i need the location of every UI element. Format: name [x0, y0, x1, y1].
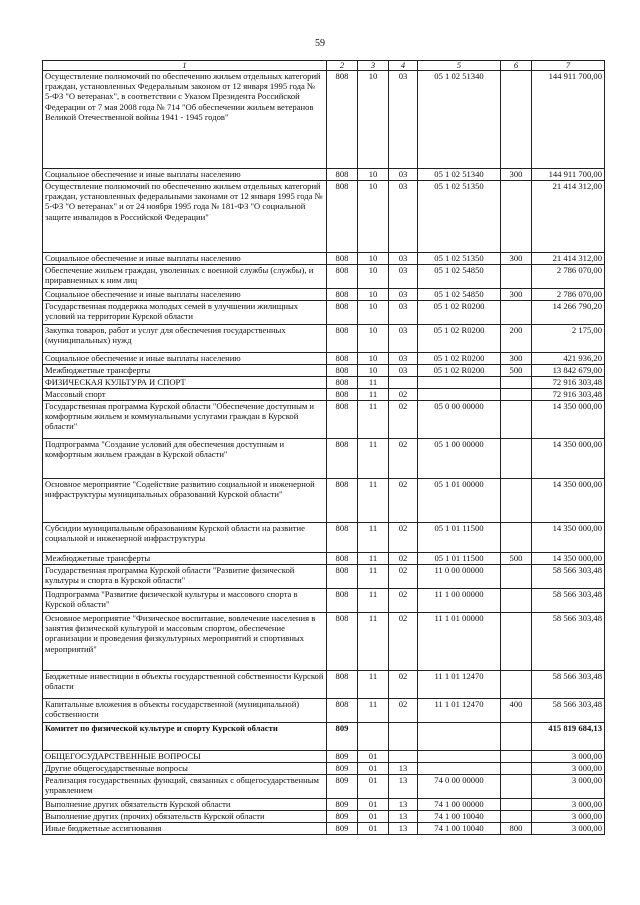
- amount: 14 350 000,00: [532, 401, 605, 439]
- header-col-7: 7: [532, 61, 605, 71]
- amount: 58 566 303,48: [532, 671, 605, 699]
- subsection-code: 03: [389, 181, 418, 253]
- header-col-3: 3: [358, 61, 389, 71]
- ministry-code: 808: [327, 553, 358, 565]
- item-name: Субсидии муниципальным образованиям Курской области на развитие социальной и инженерной инфраструктуры: [43, 523, 327, 553]
- target-article-code: [418, 763, 501, 775]
- table-row: [43, 401, 605, 439]
- table-row: [43, 301, 605, 325]
- expense-type-code: [501, 723, 532, 751]
- amount: 421 936,20: [532, 353, 605, 365]
- section-code: 11: [358, 553, 389, 565]
- amount: 14 350 000,00: [532, 439, 605, 479]
- target-article-code: 74 0 00 00000: [418, 775, 501, 799]
- table-row: [43, 589, 605, 613]
- subsection-code: 03: [389, 265, 418, 289]
- expense-type-code: [501, 265, 532, 289]
- expense-type-code: [501, 439, 532, 479]
- table-row: [43, 775, 605, 799]
- subsection-code: 03: [389, 169, 418, 181]
- item-name: Социальное обеспечение и иные выплаты населению: [43, 169, 327, 181]
- ministry-code: 809: [327, 799, 358, 811]
- target-article-code: 05 1 02 51350: [418, 181, 501, 253]
- expense-type-code: [501, 181, 532, 253]
- expense-type-code: [501, 671, 532, 699]
- section-code: 11: [358, 613, 389, 671]
- ministry-code: 808: [327, 565, 358, 589]
- item-name: Осуществление полномочий по обеспечению жильем отдельных категорий граждан, установленных федеральными законами от 12 января 1995 года № 5-ФЗ "О ветеранах" и от 24 ноября 1995 года № 181-ФЗ "О социальной защите инвалидов в Российской Федерации": [43, 181, 327, 253]
- section-code: 11: [358, 439, 389, 479]
- section-code: 10: [358, 71, 389, 169]
- expense-type-code: [501, 589, 532, 613]
- section-code: 10: [358, 253, 389, 265]
- section-code: 11: [358, 389, 389, 401]
- amount: 3 000,00: [532, 751, 605, 763]
- ministry-code: 808: [327, 613, 358, 671]
- table-row: [43, 823, 605, 835]
- subsection-code: 02: [389, 671, 418, 699]
- table-row: [43, 169, 605, 181]
- ministry-code: 808: [327, 671, 358, 699]
- item-name: ФИЗИЧЕСКАЯ КУЛЬТУРА И СПОРТ: [43, 377, 327, 389]
- ministry-code: 808: [327, 265, 358, 289]
- subsection-code: 02: [389, 613, 418, 671]
- target-article-code: 11 1 01 12470: [418, 699, 501, 723]
- table-row: [43, 763, 605, 775]
- amount: 58 566 303,48: [532, 565, 605, 589]
- table-body: [43, 71, 605, 835]
- section-code: 10: [358, 169, 389, 181]
- amount: 2 786 070,00: [532, 265, 605, 289]
- header-col-1: 1: [43, 61, 327, 71]
- header-col-4: 4: [389, 61, 418, 71]
- item-name: Закупка товаров, работ и услуг для обеспечения государственных (муниципальных) нужд: [43, 325, 327, 353]
- item-name: Бюджетные инвестиции в объекты государственной собственности Курской области: [43, 671, 327, 699]
- item-name: Социальное обеспечение и иные выплаты населению: [43, 289, 327, 301]
- section-code: 11: [358, 479, 389, 523]
- target-article-code: 11 1 01 12470: [418, 671, 501, 699]
- target-article-code: 05 1 02 51350: [418, 253, 501, 265]
- ministry-code: 808: [327, 71, 358, 169]
- table-row: [43, 181, 605, 253]
- target-article-code: 05 1 01 11500: [418, 553, 501, 565]
- item-name: Подпрограмма "Создание условий для обеспечения доступным и комфортным жильем граждан в Курской области": [43, 439, 327, 479]
- target-article-code: 11 0 00 00000: [418, 565, 501, 589]
- expense-type-code: 300: [501, 169, 532, 181]
- ministry-code: 809: [327, 775, 358, 799]
- item-name: Государственная программа Курской области "Развитие физической культуры и спорта в Курской области": [43, 565, 327, 589]
- amount: 415 819 684,13: [532, 723, 605, 751]
- amount: 14 350 000,00: [532, 523, 605, 553]
- ministry-code: 809: [327, 811, 358, 823]
- ministry-code: 808: [327, 377, 358, 389]
- table-row: [43, 811, 605, 823]
- amount: 21 414 312,00: [532, 181, 605, 253]
- target-article-code: [418, 377, 501, 389]
- table-row: [43, 439, 605, 479]
- item-name: Другие общегосударственные вопросы: [43, 763, 327, 775]
- item-name: Межбюджетные трансферты: [43, 553, 327, 565]
- section-code: 10: [358, 325, 389, 353]
- section-code: 11: [358, 565, 389, 589]
- target-article-code: 74 1 00 00000: [418, 799, 501, 811]
- target-article-code: 05 1 02 R0200: [418, 325, 501, 353]
- table-row: [43, 553, 605, 565]
- ministry-code: 809: [327, 763, 358, 775]
- amount: 21 414 312,00: [532, 253, 605, 265]
- amount: 72 916 303,48: [532, 389, 605, 401]
- header-row: [43, 61, 605, 71]
- table-header: [43, 61, 605, 71]
- target-article-code: 05 1 02 51340: [418, 169, 501, 181]
- expense-type-code: [501, 377, 532, 389]
- amount: 58 566 303,48: [532, 589, 605, 613]
- table-row: [43, 253, 605, 265]
- amount: 144 911 700,00: [532, 71, 605, 169]
- ministry-code: 808: [327, 699, 358, 723]
- expense-type-code: 200: [501, 325, 532, 353]
- expense-type-code: 300: [501, 289, 532, 301]
- subsection-code: 13: [389, 763, 418, 775]
- target-article-code: 05 1 02 54850: [418, 289, 501, 301]
- expense-type-code: 300: [501, 353, 532, 365]
- target-article-code: 05 1 00 00000: [418, 439, 501, 479]
- subsection-code: [389, 377, 418, 389]
- target-article-code: 05 1 02 R0200: [418, 353, 501, 365]
- table-row: [43, 325, 605, 353]
- expense-type-code: [501, 301, 532, 325]
- table-row: [43, 523, 605, 553]
- amount: 2 786 070,00: [532, 289, 605, 301]
- item-name: Комитет по физической культуре и спорту Курской области: [43, 723, 327, 751]
- item-name: Межбюджетные трансферты: [43, 365, 327, 377]
- table-row: [43, 353, 605, 365]
- section-code: 01: [358, 763, 389, 775]
- item-name: Социальное обеспечение и иные выплаты населению: [43, 253, 327, 265]
- subsection-code: 03: [389, 325, 418, 353]
- target-article-code: 05 1 02 51340: [418, 71, 501, 169]
- section-code: 01: [358, 751, 389, 763]
- table-row: [43, 699, 605, 723]
- target-article-code: 05 1 02 R0200: [418, 365, 501, 377]
- table-row: [43, 377, 605, 389]
- amount: 14 266 790,20: [532, 301, 605, 325]
- ministry-code: 809: [327, 751, 358, 763]
- subsection-code: 02: [389, 553, 418, 565]
- header-col-2: 2: [327, 61, 358, 71]
- section-code: 11: [358, 699, 389, 723]
- section-code: 11: [358, 671, 389, 699]
- expense-type-code: [501, 71, 532, 169]
- header-col-5: 5: [418, 61, 501, 71]
- expense-type-code: [501, 775, 532, 799]
- ministry-code: 808: [327, 301, 358, 325]
- expense-type-code: [501, 401, 532, 439]
- expense-type-code: [501, 613, 532, 671]
- subsection-code: 02: [389, 439, 418, 479]
- subsection-code: 13: [389, 811, 418, 823]
- expense-type-code: 800: [501, 823, 532, 835]
- subsection-code: 02: [389, 401, 418, 439]
- amount: 144 911 700,00: [532, 169, 605, 181]
- subsection-code: 03: [389, 301, 418, 325]
- subsection-code: 13: [389, 799, 418, 811]
- table-row: [43, 479, 605, 523]
- item-name: Массовый спорт: [43, 389, 327, 401]
- section-code: [358, 723, 389, 751]
- amount: 14 350 000,00: [532, 479, 605, 523]
- amount: 2 175,00: [532, 325, 605, 353]
- amount: 72 916 303,48: [532, 377, 605, 389]
- target-article-code: 74 1 00 10040: [418, 823, 501, 835]
- expense-type-code: 500: [501, 553, 532, 565]
- ministry-code: 808: [327, 289, 358, 301]
- item-name: Реализация государственных функций, связанных с общегосударственным управлением: [43, 775, 327, 799]
- amount: 3 000,00: [532, 775, 605, 799]
- target-article-code: 74 1 00 10040: [418, 811, 501, 823]
- section-code: 01: [358, 775, 389, 799]
- target-article-code: 11 1 01 00000: [418, 613, 501, 671]
- section-code: 10: [358, 353, 389, 365]
- target-article-code: [418, 751, 501, 763]
- table-row: [43, 565, 605, 589]
- item-name: ОБЩЕГОСУДАРСТВЕННЫЕ ВОПРОСЫ: [43, 751, 327, 763]
- section-code: 10: [358, 365, 389, 377]
- amount: 3 000,00: [532, 799, 605, 811]
- ministry-code: 808: [327, 253, 358, 265]
- target-article-code: [418, 723, 501, 751]
- item-name: Осуществление полномочий по обеспечению жильем отдельных категорий граждан, установленных Федеральным законом от 12 января 1995 года № 5-ФЗ "О ветеранах", в соответствии с Указом Президента Российской Федерации от 7 мая 2008 года № 714 "Об обеспечении жильем ветеранов Великой Отечественной войны 1941 - 1945 годов": [43, 71, 327, 169]
- section-code: 11: [358, 401, 389, 439]
- amount: 14 350 000,00: [532, 553, 605, 565]
- item-name: Выполнение других обязательств Курской области: [43, 799, 327, 811]
- expense-type-code: [501, 799, 532, 811]
- item-name: Выполнение других (прочих) обязательств Курской области: [43, 811, 327, 823]
- amount: 58 566 303,48: [532, 613, 605, 671]
- ministry-code: 809: [327, 723, 358, 751]
- expense-type-code: [501, 811, 532, 823]
- section-code: 11: [358, 523, 389, 553]
- table-row: [43, 389, 605, 401]
- amount: 3 000,00: [532, 811, 605, 823]
- ministry-code: 808: [327, 365, 358, 377]
- item-name: Государственная программа Курской области "Обеспечение доступным и комфортным жильем и коммунальными услугами граждан в Курской области": [43, 401, 327, 439]
- section-code: 11: [358, 589, 389, 613]
- ministry-code: 808: [327, 401, 358, 439]
- item-name: Основное мероприятие "Содействие развитию социальной и инженерной инфраструктуры муниципальных образований Курской области": [43, 479, 327, 523]
- ministry-code: 808: [327, 169, 358, 181]
- section-code: 10: [358, 301, 389, 325]
- section-code: 01: [358, 811, 389, 823]
- section-code: 01: [358, 823, 389, 835]
- table-row: [43, 71, 605, 169]
- subsection-code: [389, 751, 418, 763]
- target-article-code: 05 1 01 00000: [418, 479, 501, 523]
- ministry-code: 808: [327, 439, 358, 479]
- expense-type-code: [501, 763, 532, 775]
- ministry-code: 808: [327, 523, 358, 553]
- table-row: [43, 613, 605, 671]
- target-article-code: 05 0 00 00000: [418, 401, 501, 439]
- amount: 3 000,00: [532, 763, 605, 775]
- section-code: 11: [358, 377, 389, 389]
- subsection-code: 03: [389, 365, 418, 377]
- expense-type-code: 500: [501, 365, 532, 377]
- section-code: 10: [358, 289, 389, 301]
- ministry-code: 808: [327, 353, 358, 365]
- subsection-code: 02: [389, 699, 418, 723]
- item-name: Иные бюджетные ассигнования: [43, 823, 327, 835]
- expense-type-code: 400: [501, 699, 532, 723]
- target-article-code: 05 1 02 54850: [418, 265, 501, 289]
- section-code: 10: [358, 181, 389, 253]
- item-name: Подпрограмма "Развитие физической культуры и массового спорта в Курской области": [43, 589, 327, 613]
- target-article-code: 11 1 00 00000: [418, 589, 501, 613]
- ministry-code: 808: [327, 181, 358, 253]
- subsection-code: 13: [389, 823, 418, 835]
- expense-type-code: [501, 565, 532, 589]
- amount: 3 000,00: [532, 823, 605, 835]
- expense-type-code: [501, 523, 532, 553]
- table-row: [43, 671, 605, 699]
- table-row: [43, 723, 605, 751]
- subsection-code: 03: [389, 253, 418, 265]
- amount: 13 842 679,00: [532, 365, 605, 377]
- table-row: [43, 751, 605, 763]
- section-code: 01: [358, 799, 389, 811]
- expense-type-code: 300: [501, 253, 532, 265]
- subsection-code: 02: [389, 589, 418, 613]
- section-code: 10: [358, 265, 389, 289]
- item-name: Обеспечение жильем граждан, уволенных с военной службы (службы), и приравненных к ним лиц: [43, 265, 327, 289]
- ministry-code: 808: [327, 589, 358, 613]
- budget-table: [42, 60, 605, 835]
- table-row: [43, 799, 605, 811]
- ministry-code: 808: [327, 479, 358, 523]
- table-row: [43, 365, 605, 377]
- subsection-code: 02: [389, 389, 418, 401]
- amount: 58 566 303,48: [532, 699, 605, 723]
- subsection-code: [389, 723, 418, 751]
- subsection-code: 02: [389, 479, 418, 523]
- subsection-code: 02: [389, 565, 418, 589]
- target-article-code: 05 1 01 11500: [418, 523, 501, 553]
- item-name: Капитальные вложения в объекты государственной (муниципальной) собственности: [43, 699, 327, 723]
- table-row: [43, 289, 605, 301]
- header-col-6: 6: [501, 61, 532, 71]
- ministry-code: 808: [327, 325, 358, 353]
- expense-type-code: [501, 751, 532, 763]
- subsection-code: 03: [389, 289, 418, 301]
- item-name: Основное мероприятие "Физическое воспитание, вовлечение населения в занятия физической культурой и массовым спортом, обеспечение организации и проведения физкультурных мероприятий и спортивных мероприятий": [43, 613, 327, 671]
- table-row: [43, 265, 605, 289]
- subsection-code: 03: [389, 353, 418, 365]
- target-article-code: 05 1 02 R0200: [418, 301, 501, 325]
- subsection-code: 02: [389, 523, 418, 553]
- target-article-code: [418, 389, 501, 401]
- subsection-code: 13: [389, 775, 418, 799]
- expense-type-code: [501, 389, 532, 401]
- expense-type-code: [501, 479, 532, 523]
- ministry-code: 809: [327, 823, 358, 835]
- subsection-code: 03: [389, 71, 418, 169]
- item-name: Социальное обеспечение и иные выплаты населению: [43, 353, 327, 365]
- ministry-code: 808: [327, 389, 358, 401]
- item-name: Государственная поддержка молодых семей в улучшении жилищных условий на территории Курской области: [43, 301, 327, 325]
- page-number: 59: [315, 38, 325, 49]
